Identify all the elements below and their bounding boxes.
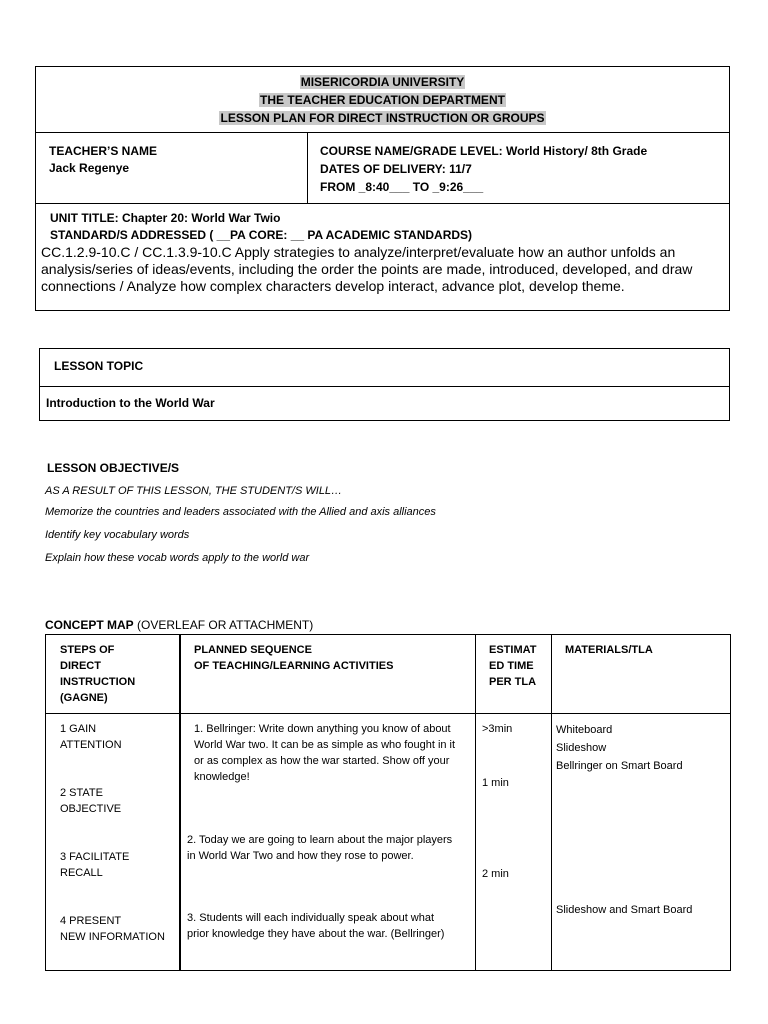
lesson-sequence-table [45,634,731,971]
teacher-name: Jack Regenye [49,161,130,175]
concept-map-heading [45,617,313,634]
university-name: MISERICORDIA UNIVERSITY [300,75,465,89]
time-state-objective: 1 min [482,777,509,789]
materials-list: Whiteboard Slideshow Bellringer on Smart Board [556,724,683,772]
header-planned-sequence: PLANNED SEQUENCE OF TEACHING/LEARNING ACTIVITIES [194,644,394,672]
concept-map-label: CONCEPT MAP [45,618,134,632]
standards-text-line-1: CC.1.2.9-10.C / CC.1.3.9-10.C Apply strategies to analyze/interpret/evaluate how an author unfolds an [41,244,676,260]
activity-bellringer: 1. Bellringer: Write down anything you know of about World War two. It can be as simple as who fought in it or as complex as how the war started. Show off your knowledge! [194,723,456,783]
lesson-topic-label: LESSON TOPIC [54,359,144,373]
step-facilitate-recall: 3 FACILITATE RECALL [60,851,130,879]
dates-of-delivery: DATES OF DELIVERY: 11/7 [320,162,472,176]
unit-title: UNIT TITLE: Chapter 20: World War Twio [50,211,281,225]
activity-prior-knowledge: 3. Students will each individually speak about what prior knowledge they have about the war. (Bellringer) [187,912,445,940]
class-time: FROM _8:40___ TO _9:26___ [320,180,484,194]
materials-present: Slideshow and Smart Board [556,904,693,916]
lesson-topic-value: Introduction to the World War [46,396,215,410]
course-name: COURSE NAME/GRADE LEVEL: World History/ 8th Grade [320,144,648,158]
header-estimated-time: ESTIMAT ED TIME PER TLA [489,644,537,688]
unit-box [35,203,730,311]
lesson-objectives-label: LESSON OBJECTIVE/S [47,461,180,475]
lesson-topic-box [39,348,730,421]
objective-item: Identify key vocabulary words [45,529,190,541]
time-facilitate-recall: 2 min [482,868,509,880]
standards-text-line-2: analysis/series of ideas/events, including the order the points are made, introduced, developed, and draw [41,261,693,277]
department-name: THE TEACHER EDUCATION DEPARTMENT [260,93,505,107]
time-gain-attention: >3min [482,723,513,735]
teacher-course-box [35,132,730,204]
objectives-intro: AS A RESULT OF THIS LESSON, THE STUDENT/S WILL… [45,485,343,497]
header-materials: MATERIALS/TLA [565,644,653,656]
step-present-new-information: 4 PRESENT NEW INFORMATION [60,915,165,943]
header-box [35,66,730,133]
objective-item: Explain how these vocab words apply to the world war [45,552,310,564]
standards-text-line-3: connections / Analyze how complex characters develop interact, advance plot, develop theme. [41,278,625,294]
objective-item: Memorize the countries and leaders associated with the Allied and axis alliances [45,506,436,518]
concept-map-suffix: (OVERLEAF OR ATTACHMENT) [137,618,314,632]
step-state-objective: 2 STATE OBJECTIVE [60,787,122,815]
activity-major-players: 2. Today we are going to learn about the major players in World War Two and how they rose to power. [187,834,453,862]
header-steps: STEPS OF DIRECT INSTRUCTION (GAGNE) [60,644,136,704]
standards-addressed: STANDARD/S ADDRESSED ( __PA CORE: __ PA ACADEMIC STANDARDS) [50,228,473,242]
teacher-name-label: TEACHER’S NAME [49,144,158,158]
step-gain-attention: 1 GAIN ATTENTION [60,723,122,751]
document-title: LESSON PLAN FOR DIRECT INSTRUCTION OR GROUPS [220,111,545,125]
